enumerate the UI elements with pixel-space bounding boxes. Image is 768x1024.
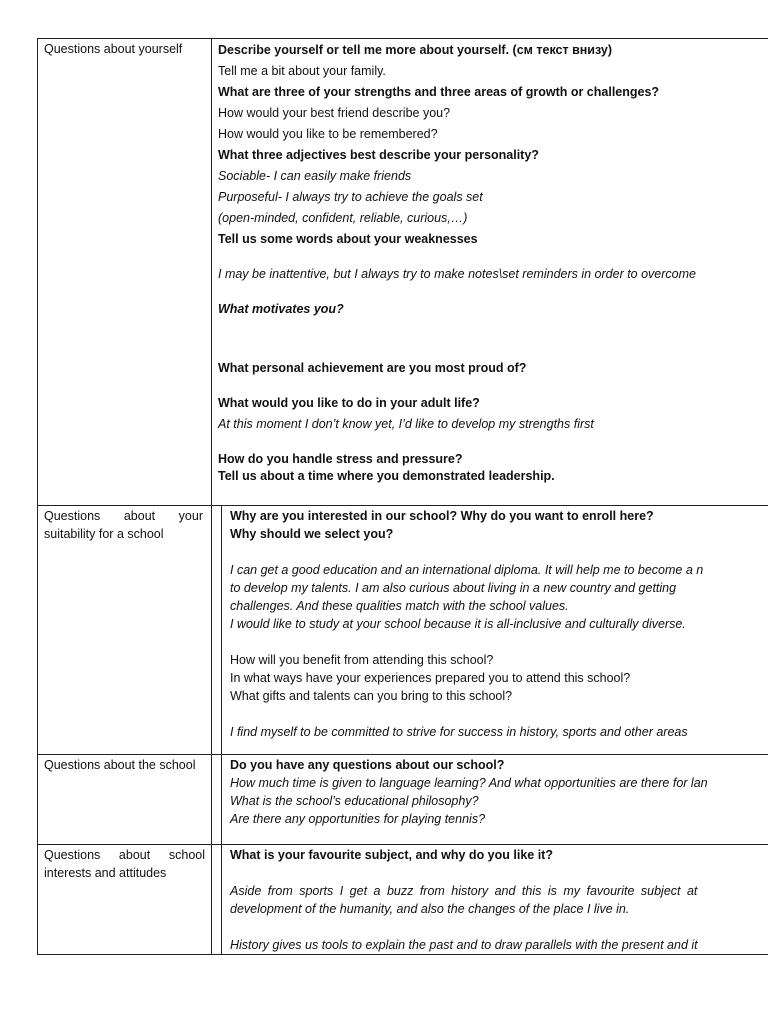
answer-line: I may be inattentive, but I always try to make notes\set reminders in order to overcome — [218, 267, 696, 281]
question-line: Do you have any questions about our school? — [230, 758, 505, 772]
answer-line: At this moment I don’t know yet, I’d like to develop my strengths first — [218, 417, 594, 431]
answer-line: development of the humanity, and also the changes of the place I live in. — [230, 902, 630, 916]
answer-line: Are there any opportunities for playing tennis? — [230, 812, 486, 826]
table-row-school — [38, 755, 768, 845]
category-cell — [38, 845, 212, 955]
category-cell — [38, 506, 212, 755]
answer-line: I find myself to be committed to strive for success in history, sports and other areas — [230, 725, 688, 739]
question-line: How will you benefit from attending this school? — [230, 653, 494, 667]
question-line: Tell me a bit about your family. — [218, 64, 386, 78]
question-line: What motivates you? — [218, 302, 344, 316]
question-line: Why are you interested in our school? Why do you want to enroll here? — [230, 509, 654, 523]
question-line: What would you like to do in your adult life? — [218, 396, 480, 410]
table-row-yourself — [38, 39, 768, 506]
interview-questions-table — [37, 38, 768, 955]
question-line: What is your favourite subject, and why do you like it? — [230, 848, 553, 862]
answer-line: Purposeful- I always try to achieve the goals set — [218, 190, 483, 204]
questions-cell — [212, 845, 768, 955]
question-line: Tell us some words about your weaknesses — [218, 232, 478, 246]
question-line: What three adjectives best describe your personality? — [218, 148, 539, 162]
question-line: How would your best friend describe you? — [218, 106, 451, 120]
question-line: Tell us about a time where you demonstrated leadership. — [218, 469, 555, 483]
questions-cell — [212, 506, 768, 755]
answer-line: Sociable- I can easily make friends — [218, 169, 412, 183]
questions-cell — [212, 755, 768, 845]
answer-line: I would like to study at your school because it is all-inclusive and culturally diverse. — [230, 617, 686, 631]
category-cell — [38, 39, 212, 506]
answer-line: How much time is given to language learning? And what opportunities are there for lan — [230, 776, 708, 790]
table-row-interests — [38, 845, 768, 955]
question-line: Describe yourself or tell me more about yourself. (см текст внизу) — [218, 43, 613, 57]
question-line: In what ways have your experiences prepared you to attend this school? — [230, 671, 631, 685]
category-label: Questions about yourself — [44, 42, 183, 56]
questions-cell — [212, 39, 768, 506]
answer-line: History gives us tools to explain the past and to draw parallels with the present and it — [230, 938, 698, 952]
category-cell — [38, 755, 212, 845]
answer-line: What is the school’s educational philosophy? — [230, 794, 479, 808]
question-line: Why should we select you? — [230, 527, 394, 541]
answer-line: (open-minded, confident, reliable, curious,…) — [218, 211, 468, 225]
category-label: Questions about your suitability for a school — [44, 509, 203, 541]
question-line: What personal achievement are you most proud of? — [218, 361, 527, 375]
question-line: How do you handle stress and pressure? — [218, 452, 463, 466]
answer-line: I can get a good education and an international diploma. It will help me to become a n — [230, 563, 704, 577]
table-row-suitability — [38, 506, 768, 755]
question-line: What gifts and talents can you bring to this school? — [230, 689, 513, 703]
category-label: Questions about the school — [44, 758, 196, 772]
question-line: How would you like to be remembered? — [218, 127, 438, 141]
answer-line: challenges. And these qualities match with the school values. — [230, 599, 569, 613]
answer-line: to develop my talents. I am also curious about living in a new country and getting — [230, 581, 677, 595]
answer-line: Aside from sports I get a buzz from history and this is my favourite subject at — [230, 884, 698, 898]
category-label: Questions about school interests and attitudes — [44, 848, 205, 880]
question-line: What are three of your strengths and three areas of growth or challenges? — [218, 85, 660, 99]
